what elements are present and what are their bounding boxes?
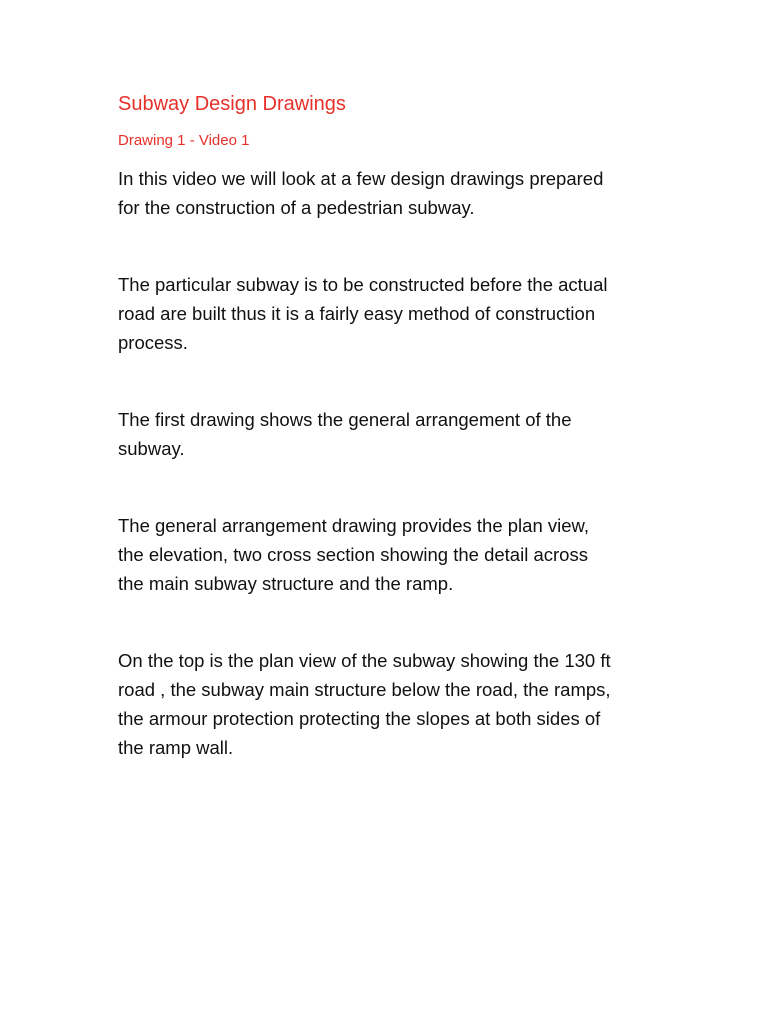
paragraph-line: the ramp wall.: [118, 737, 234, 758]
paragraph-line: for the construction of a pedestrian subway.: [118, 197, 475, 218]
paragraph-line: the main subway structure and the ramp.: [118, 573, 454, 594]
paragraph-general-arrangement: [118, 511, 658, 598]
paragraph-line: subway.: [118, 438, 185, 459]
paragraph-line: The first drawing shows the general arrangement of the: [118, 409, 572, 430]
paragraph-line: The particular subway is to be constructed before the actual: [118, 274, 608, 295]
paragraph-plan-view: [118, 646, 658, 762]
paragraph-line: The general arrangement drawing provides the plan view,: [118, 515, 590, 536]
paragraph-construction: [118, 270, 658, 357]
document-title: Subway Design Drawings: [118, 93, 346, 115]
paragraph-line: On the top is the plan view of the subway showing the 130 ft: [118, 650, 611, 671]
document-subtitle: Drawing 1 - Video 1: [118, 132, 250, 149]
paragraph-intro: [118, 164, 658, 222]
paragraph-line: road are built thus it is a fairly easy method of construction: [118, 303, 596, 324]
paragraph-line: road , the subway main structure below the road, the ramps,: [118, 679, 611, 700]
paragraph-line: the elevation, two cross section showing the detail across: [118, 544, 588, 565]
paragraph-line: In this video we will look at a few design drawings prepared: [118, 168, 604, 189]
paragraph-line: the armour protection protecting the slopes at both sides of: [118, 708, 601, 729]
paragraph-line: process.: [118, 332, 188, 353]
paragraph-first-drawing: [118, 405, 658, 463]
